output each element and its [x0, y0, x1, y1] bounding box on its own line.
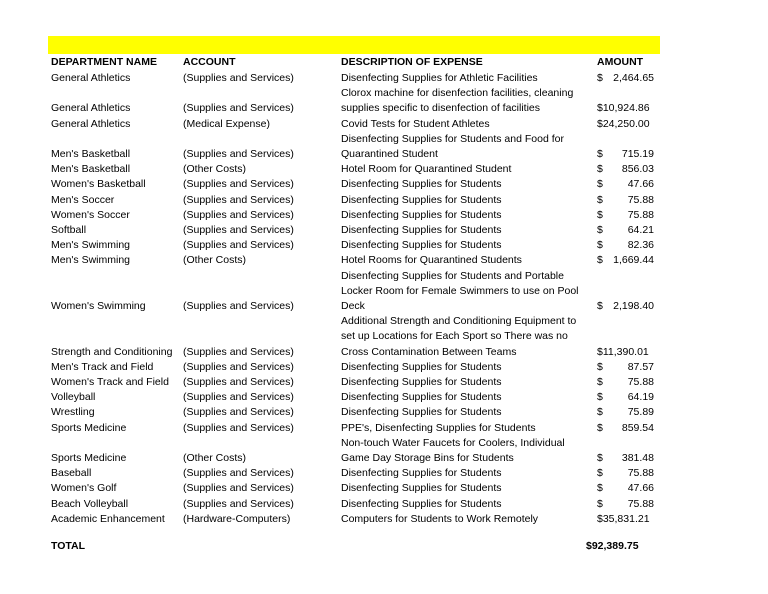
description-line: Disenfecting Supplies for Students and Portable	[341, 269, 564, 282]
table-row	[0, 481, 768, 496]
amount-value: 859.54	[621, 421, 654, 434]
amount-value: 64.19	[627, 391, 654, 404]
currency-symbol: $	[597, 193, 603, 206]
amount-cell	[597, 497, 654, 512]
table-row	[0, 390, 768, 405]
account-cell: (Supplies and Services)	[183, 406, 294, 419]
department-cell: Women's Golf	[51, 482, 117, 495]
table-row	[0, 71, 768, 86]
description-cell	[341, 269, 579, 315]
table-row	[0, 223, 768, 238]
currency-symbol: $	[597, 239, 603, 252]
account-cell: (Other Costs)	[183, 254, 247, 267]
account-cell: (Supplies and Services)	[183, 360, 294, 373]
description-line: Disenfecting Supplies for Students	[341, 406, 502, 419]
description-cell	[341, 512, 538, 527]
amount-value: 75.88	[627, 375, 654, 388]
amount-cell	[597, 512, 654, 527]
amount-cell	[597, 405, 654, 420]
description-line: Disenfecting Supplies for Students and Food for	[341, 132, 564, 145]
account-cell: (Supplies and Services)	[183, 467, 294, 480]
description-cell	[341, 314, 576, 360]
amount-cell	[597, 177, 654, 192]
department-cell: Volleyball	[51, 391, 96, 404]
amount-cell	[597, 223, 654, 238]
department-cell: Women's Swimming	[51, 299, 146, 312]
account-cell: (Supplies and Services)	[183, 193, 294, 206]
description-cell	[341, 117, 490, 132]
description-line: Additional Strength and Conditioning Equipment to	[341, 315, 577, 328]
currency-symbol: $	[597, 406, 603, 419]
amount-cell	[597, 345, 654, 360]
account-cell: (Supplies and Services)	[183, 178, 294, 191]
department-cell: Baseball	[51, 467, 92, 480]
total-value: $92,389.75	[586, 540, 639, 552]
description-cell	[341, 162, 511, 177]
total-label: TOTAL	[51, 540, 86, 552]
table-row	[0, 360, 768, 375]
amount-value: 64.21	[627, 223, 654, 236]
currency-symbol: $	[597, 254, 603, 267]
description-line: Disenfecting Supplies for Students	[341, 178, 502, 191]
department-cell: Wrestling	[51, 406, 95, 419]
column-header-account: ACCOUNT	[183, 56, 236, 68]
currency-symbol: $	[597, 451, 603, 464]
account-cell: (Supplies and Services)	[183, 375, 294, 388]
table-row	[0, 436, 768, 466]
amount-cell	[597, 193, 654, 208]
description-cell	[341, 466, 502, 481]
description-cell	[341, 497, 502, 512]
amount-value: 715.19	[621, 147, 654, 160]
account-cell: (Supplies and Services)	[183, 497, 294, 510]
account-cell: (Other Costs)	[183, 163, 247, 176]
table-row	[0, 193, 768, 208]
table-row	[0, 86, 768, 116]
currency-symbol: $	[597, 421, 603, 434]
description-line: Disenfecting Supplies for Athletic Facilities	[341, 71, 538, 84]
amount-cell	[597, 299, 654, 314]
description-line: Cross Contamination Between Teams	[341, 345, 517, 358]
amount-value: $35,831.21	[597, 512, 650, 525]
account-cell: (Supplies and Services)	[183, 223, 294, 236]
description-cell	[341, 71, 538, 86]
amount-value: 75.88	[627, 193, 654, 206]
department-cell: General Athletics	[51, 71, 131, 84]
currency-symbol: $	[597, 223, 603, 236]
description-cell	[341, 421, 536, 436]
description-line: Quarantined Student	[341, 147, 438, 160]
description-line: supplies specific to disenfection of facilities	[341, 102, 541, 115]
description-cell	[341, 375, 502, 390]
amount-value: $10,924.86	[597, 102, 650, 115]
description-cell	[341, 360, 502, 375]
amount-cell	[597, 147, 654, 162]
description-line: Hotel Room for Quarantined Student	[341, 163, 512, 176]
amount-value: $24,250.00	[597, 117, 650, 130]
currency-symbol: $	[597, 147, 603, 160]
department-cell: General Athletics	[51, 102, 131, 115]
currency-symbol: $	[597, 467, 603, 480]
department-cell: Women's Soccer	[51, 208, 130, 221]
column-header-department: DEPARTMENT NAME	[51, 56, 157, 68]
amount-value: 47.66	[627, 178, 654, 191]
table-row	[0, 421, 768, 436]
description-line: Disenfecting Supplies for Students	[341, 208, 502, 221]
description-line: Disenfecting Supplies for Students	[341, 223, 502, 236]
description-line: Computers for Students to Work Remotely	[341, 512, 539, 525]
description-line: Disenfecting Supplies for Students	[341, 375, 502, 388]
account-cell: (Supplies and Services)	[183, 71, 294, 84]
account-cell: (Hardware-Computers)	[183, 512, 291, 525]
department-cell: Men's Track and Field	[51, 360, 154, 373]
description-cell	[341, 238, 502, 253]
table-row	[0, 132, 768, 162]
amount-cell	[597, 208, 654, 223]
amount-value: 2,198.40	[613, 299, 654, 312]
department-cell: Men's Swimming	[51, 239, 131, 252]
amount-cell	[597, 238, 654, 253]
table-row	[0, 497, 768, 512]
amount-cell	[597, 451, 654, 466]
table-row	[0, 208, 768, 223]
account-cell: (Supplies and Services)	[183, 147, 294, 160]
account-cell: (Supplies and Services)	[183, 391, 294, 404]
description-cell	[341, 390, 502, 405]
description-line: Disenfecting Supplies for Students	[341, 239, 502, 252]
header-highlight-band	[48, 36, 660, 54]
account-cell: (Supplies and Services)	[183, 102, 294, 115]
table-row	[0, 238, 768, 253]
currency-symbol: $	[597, 208, 603, 221]
description-line: set up Locations for Each Sport so There was no	[341, 330, 568, 343]
description-line: Disenfecting Supplies for Students	[341, 360, 502, 373]
department-cell: Men's Soccer	[51, 193, 115, 206]
description-line: Disenfecting Supplies for Students	[341, 482, 502, 495]
description-line: Disenfecting Supplies for Students	[341, 193, 502, 206]
department-cell: Academic Enhancement	[51, 512, 165, 525]
table-row	[0, 314, 768, 360]
amount-cell	[597, 71, 654, 86]
description-line: Hotel Rooms for Quarantined Students	[341, 254, 522, 267]
description-cell	[341, 253, 522, 268]
amount-value: 75.88	[627, 208, 654, 221]
currency-symbol: $	[597, 299, 603, 312]
amount-value: 75.89	[627, 406, 654, 419]
currency-symbol: $	[597, 375, 603, 388]
table-row	[0, 117, 768, 132]
amount-cell	[597, 360, 654, 375]
description-line: Clorox machine for disenfection facilities, cleaning	[341, 87, 574, 100]
amount-value: 82.36	[627, 239, 654, 252]
amount-cell	[597, 481, 654, 496]
amount-cell	[597, 466, 654, 481]
description-line: Game Day Storage Bins for Students	[341, 451, 514, 464]
description-cell	[341, 86, 573, 116]
amount-value: 2,464.65	[613, 71, 654, 84]
description-cell	[341, 436, 565, 466]
column-header-description: DESCRIPTION OF EXPENSE	[341, 56, 483, 68]
description-cell	[341, 208, 502, 223]
department-cell: Men's Basketball	[51, 147, 131, 160]
amount-value: 75.88	[627, 497, 654, 510]
description-cell	[341, 223, 502, 238]
currency-symbol: $	[597, 391, 603, 404]
description-line: Disenfecting Supplies for Students	[341, 467, 502, 480]
amount-value: 47.66	[627, 482, 654, 495]
currency-symbol: $	[597, 71, 603, 84]
description-cell	[341, 481, 502, 496]
column-header-amount: AMOUNT	[597, 56, 644, 68]
currency-symbol: $	[597, 163, 603, 176]
description-line: Non-touch Water Faucets for Coolers, Individual	[341, 436, 565, 449]
account-cell: (Supplies and Services)	[183, 299, 294, 312]
account-cell: (Other Costs)	[183, 451, 247, 464]
description-line: Disenfecting Supplies for Students	[341, 391, 502, 404]
account-cell: (Supplies and Services)	[183, 421, 294, 434]
amount-cell	[597, 421, 654, 436]
department-cell: Sports Medicine	[51, 421, 127, 434]
amount-value: 381.48	[621, 451, 654, 464]
account-cell: (Supplies and Services)	[183, 239, 294, 252]
department-cell: Men's Basketball	[51, 163, 131, 176]
table-row	[0, 405, 768, 420]
amount-cell	[597, 390, 654, 405]
department-cell: General Athletics	[51, 117, 131, 130]
department-cell: Sports Medicine	[51, 451, 127, 464]
amount-cell	[597, 117, 654, 132]
account-cell: (Supplies and Services)	[183, 345, 294, 358]
description-cell	[341, 177, 502, 192]
description-cell	[341, 405, 502, 420]
description-line: PPE's, Disenfecting Supplies for Students	[341, 421, 536, 434]
currency-symbol: $	[597, 497, 603, 510]
amount-cell	[597, 253, 654, 268]
amount-cell	[597, 162, 654, 177]
description-line: Deck	[341, 299, 365, 312]
table-row	[0, 512, 768, 527]
amount-value: 87.57	[627, 360, 654, 373]
table-row	[0, 177, 768, 192]
department-cell: Women's Track and Field	[51, 375, 169, 388]
table-row	[0, 253, 768, 268]
description-cell	[341, 132, 564, 162]
department-cell: Beach Volleyball	[51, 497, 129, 510]
account-cell: (Supplies and Services)	[183, 208, 294, 221]
currency-symbol: $	[597, 482, 603, 495]
description-cell	[341, 193, 502, 208]
account-cell: (Supplies and Services)	[183, 482, 294, 495]
department-cell: Men's Swimming	[51, 254, 131, 267]
department-cell: Women's Basketball	[51, 178, 146, 191]
amount-cell	[597, 375, 654, 390]
description-line: Locker Room for Female Swimmers to use on Pool	[341, 284, 579, 297]
table-row	[0, 466, 768, 481]
amount-value: 856.03	[621, 163, 654, 176]
amount-value: $11,390.01	[597, 345, 649, 358]
department-cell: Softball	[51, 223, 87, 236]
description-line: Disenfecting Supplies for Students	[341, 497, 502, 510]
amount-value: 75.88	[627, 467, 654, 480]
description-line: Covid Tests for Student Athletes	[341, 117, 490, 130]
account-cell: (Medical Expense)	[183, 117, 270, 130]
department-cell: Strength and Conditioning	[51, 345, 173, 358]
table-row	[0, 162, 768, 177]
currency-symbol: $	[597, 360, 603, 373]
currency-symbol: $	[597, 178, 603, 191]
amount-value: 1,669.44	[613, 254, 654, 267]
table-row	[0, 375, 768, 390]
table-row	[0, 269, 768, 315]
amount-cell	[597, 101, 654, 116]
